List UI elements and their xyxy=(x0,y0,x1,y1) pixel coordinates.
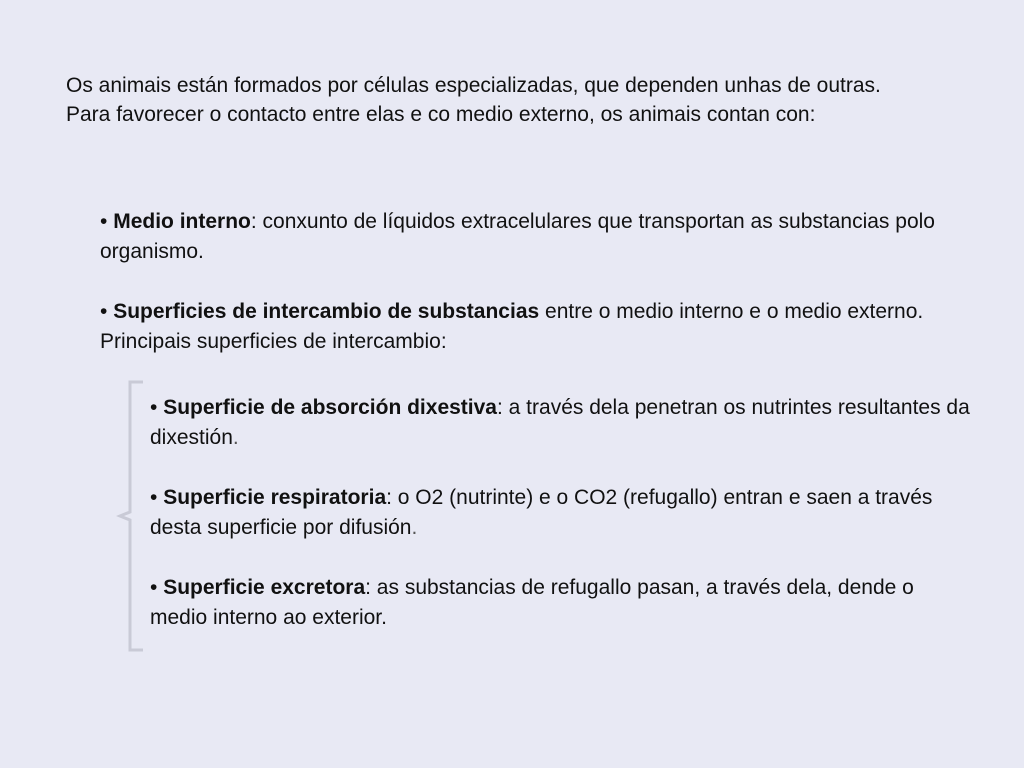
bullet-term: Superficie respiratoria xyxy=(163,486,387,509)
bullet-text: : a través dela penetran os nutrintes resultantes da dixestión xyxy=(150,396,970,449)
intro-paragraph xyxy=(66,71,956,129)
bullet-term: Superficie de absorción dixestiva xyxy=(163,396,497,419)
bullet-term: Medio interno xyxy=(113,210,251,233)
bullet-text: : o O2 (nutrinte) e o CO2 (refugallo) entran e saen a través desta superficie por difusión xyxy=(150,486,933,539)
sub-bullet-list xyxy=(150,393,970,633)
bullet-end: . xyxy=(232,426,239,449)
main-bullet-list xyxy=(100,207,960,357)
bullet-text: : as substancias de refugallo pasan, a través dela, dende o medio interno ao exterior. xyxy=(150,576,914,629)
bullet-symbol: • xyxy=(100,210,108,233)
bullet-medio-interno xyxy=(100,207,960,267)
bullet-text: : conxunto de líquidos extracelulares que transportan as substancias polo organismo. xyxy=(100,210,935,263)
bullet-text: entre o medio interno e o medio externo. Principais superficies de intercambio: xyxy=(100,300,924,353)
sub-bullet-absorcion-dixestiva xyxy=(150,393,970,453)
bullet-superficies-intercambio xyxy=(100,297,960,357)
bullet-term: Superficies de intercambio de substancias xyxy=(113,300,540,323)
bracket-decoration xyxy=(116,380,146,652)
bullet-symbol: • xyxy=(150,486,158,509)
sub-bullet-respiratoria xyxy=(150,483,970,543)
bullet-symbol: • xyxy=(150,396,158,419)
sub-bullet-excretora xyxy=(150,573,970,633)
bullet-term: Superficie excretora xyxy=(163,576,366,599)
intro-line-1: Os animais están formados por células especializadas, que dependen unhas de outras. xyxy=(66,74,881,97)
intro-line-2: Para favorecer o contacto entre elas e co medio externo, os animais contan con: xyxy=(66,103,816,126)
bullet-symbol: • xyxy=(150,576,158,599)
bullet-symbol: • xyxy=(100,300,108,323)
bullet-end: . xyxy=(411,516,418,539)
